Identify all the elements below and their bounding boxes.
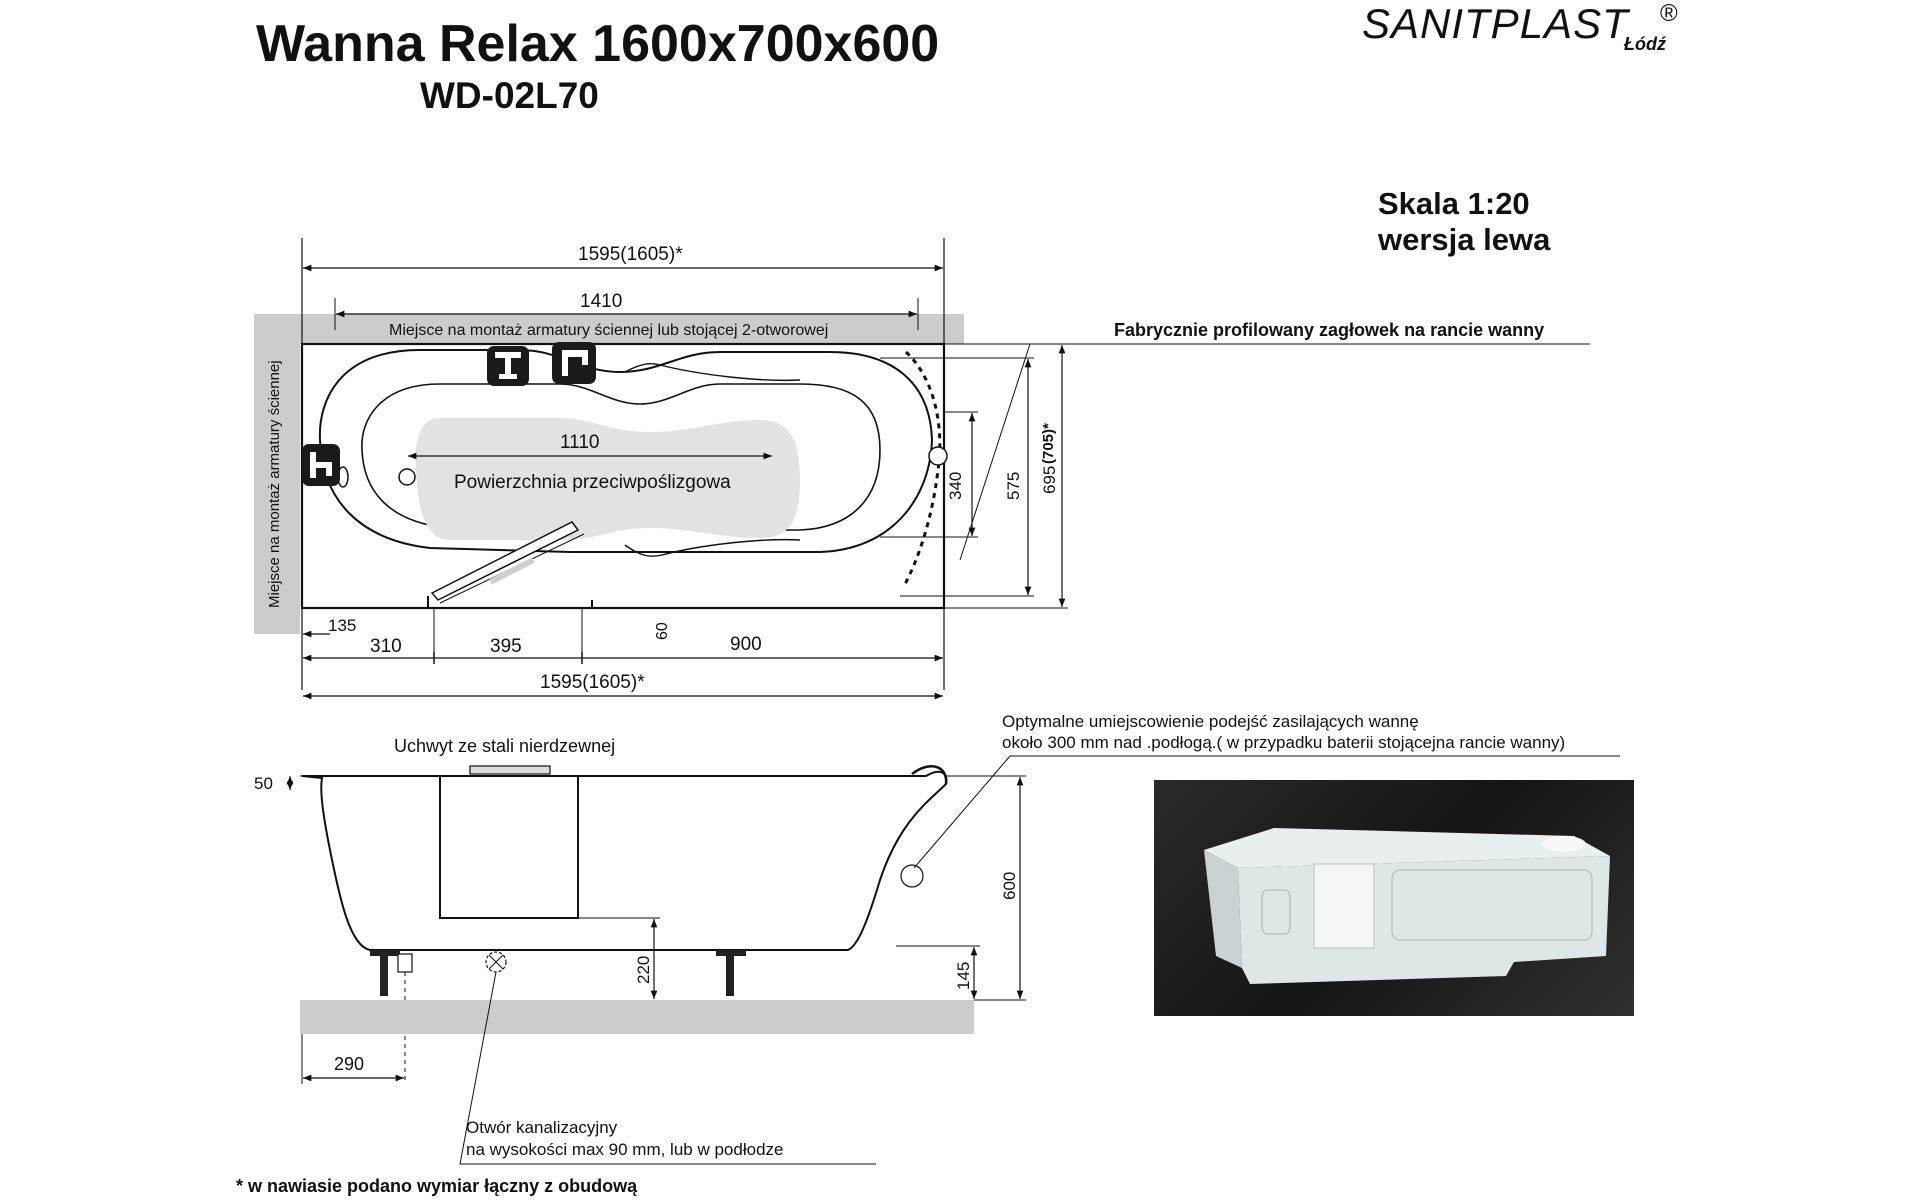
shower-mixer-icon bbox=[552, 342, 596, 384]
label-drain-line2: na wysokości max 90 mm, lub w podłodze bbox=[466, 1140, 784, 1159]
model-code: WD-02L70 bbox=[420, 75, 599, 116]
dim-label-50: 50 bbox=[254, 774, 273, 793]
supply-hole-side bbox=[901, 865, 923, 887]
scale-ratio: Skala 1:20 bbox=[1378, 186, 1530, 221]
dim-label-135: 135 bbox=[328, 616, 357, 635]
brand-registered-mark: ® bbox=[1660, 0, 1678, 27]
page-title: Wanna Relax 1600x700x600 bbox=[256, 15, 940, 73]
label-supply-line1: Optymalne umiejscowienie podejść zasilających wannę bbox=[1002, 712, 1419, 731]
photo-tub-side bbox=[1204, 850, 1242, 968]
dim-label-575: 575 bbox=[1004, 471, 1023, 500]
floor-slab bbox=[300, 1000, 974, 1034]
label-mount-top: Miejsce na montaż armatury ściennej lub stojącej 2-otworowej bbox=[389, 322, 829, 339]
photo-tub-door bbox=[1314, 864, 1374, 948]
dim-label-310: 310 bbox=[370, 636, 402, 657]
wall-faucet-icon bbox=[302, 444, 340, 486]
brand-city: Łódź bbox=[1624, 34, 1666, 54]
label-handle: Uchwyt ze stali nierdzewnej bbox=[394, 736, 616, 756]
product-photo bbox=[1154, 780, 1634, 1016]
handle-bar-side bbox=[470, 766, 550, 774]
label-drain-line1: Otwór kanalizacyjny bbox=[466, 1118, 618, 1137]
dim-label-395: 395 bbox=[490, 636, 522, 657]
dim-label-top-overall: 1595(1605)* bbox=[578, 244, 683, 265]
dim-label-340: 340 bbox=[946, 471, 965, 500]
overflow-hole-right bbox=[929, 447, 947, 465]
scale-version: wersja lewa bbox=[1378, 222, 1551, 257]
photo-tub-front bbox=[1238, 856, 1610, 984]
brand-logo: SANITPLAST bbox=[1362, 0, 1629, 47]
dim-label-290: 290 bbox=[334, 1054, 365, 1074]
label-mount-side: Miejsce na montaż armatury ściennej bbox=[266, 360, 283, 608]
dim-label-1110: 1110 bbox=[560, 432, 600, 453]
dim-label-top-inner: 1410 bbox=[580, 291, 623, 312]
drain-pipe-side bbox=[398, 954, 412, 972]
label-headrest: Fabrycznie profilowany zagłowek na rancie wanny bbox=[1114, 320, 1545, 340]
leg-left-foot bbox=[370, 950, 400, 956]
dim-label-bottom-overall: 1595(1605)* bbox=[540, 672, 645, 693]
dim-label-705: (705)* bbox=[1040, 423, 1057, 464]
leg-right-foot bbox=[716, 950, 746, 956]
dim-label-900: 900 bbox=[730, 634, 762, 655]
faucet-icon bbox=[487, 346, 529, 386]
bathtub-photo-illustration bbox=[1154, 780, 1634, 1016]
dim-label-60: 60 bbox=[654, 622, 671, 640]
leg-right bbox=[726, 956, 734, 996]
dim-label-600: 600 bbox=[1000, 871, 1019, 900]
dim-label-220: 220 bbox=[634, 955, 653, 984]
tub-body-side bbox=[302, 772, 946, 950]
dim-label-695: 695 bbox=[1040, 465, 1059, 494]
footnote: * w nawiasie podano wymiar łączny z obudową bbox=[236, 1176, 638, 1196]
label-supply-line2: około 300 mm nad .podłogą.( w przypadku baterii stojącejna rancie wanny) bbox=[1002, 733, 1566, 752]
drain-hole-top bbox=[399, 469, 415, 485]
leg-left bbox=[380, 956, 388, 996]
dim-label-145: 145 bbox=[954, 961, 973, 990]
door-panel-side bbox=[440, 776, 578, 918]
photo-tub-headrest bbox=[1542, 836, 1586, 852]
label-anti-slip: Powierzchnia przeciwpoślizgowa bbox=[454, 472, 731, 493]
